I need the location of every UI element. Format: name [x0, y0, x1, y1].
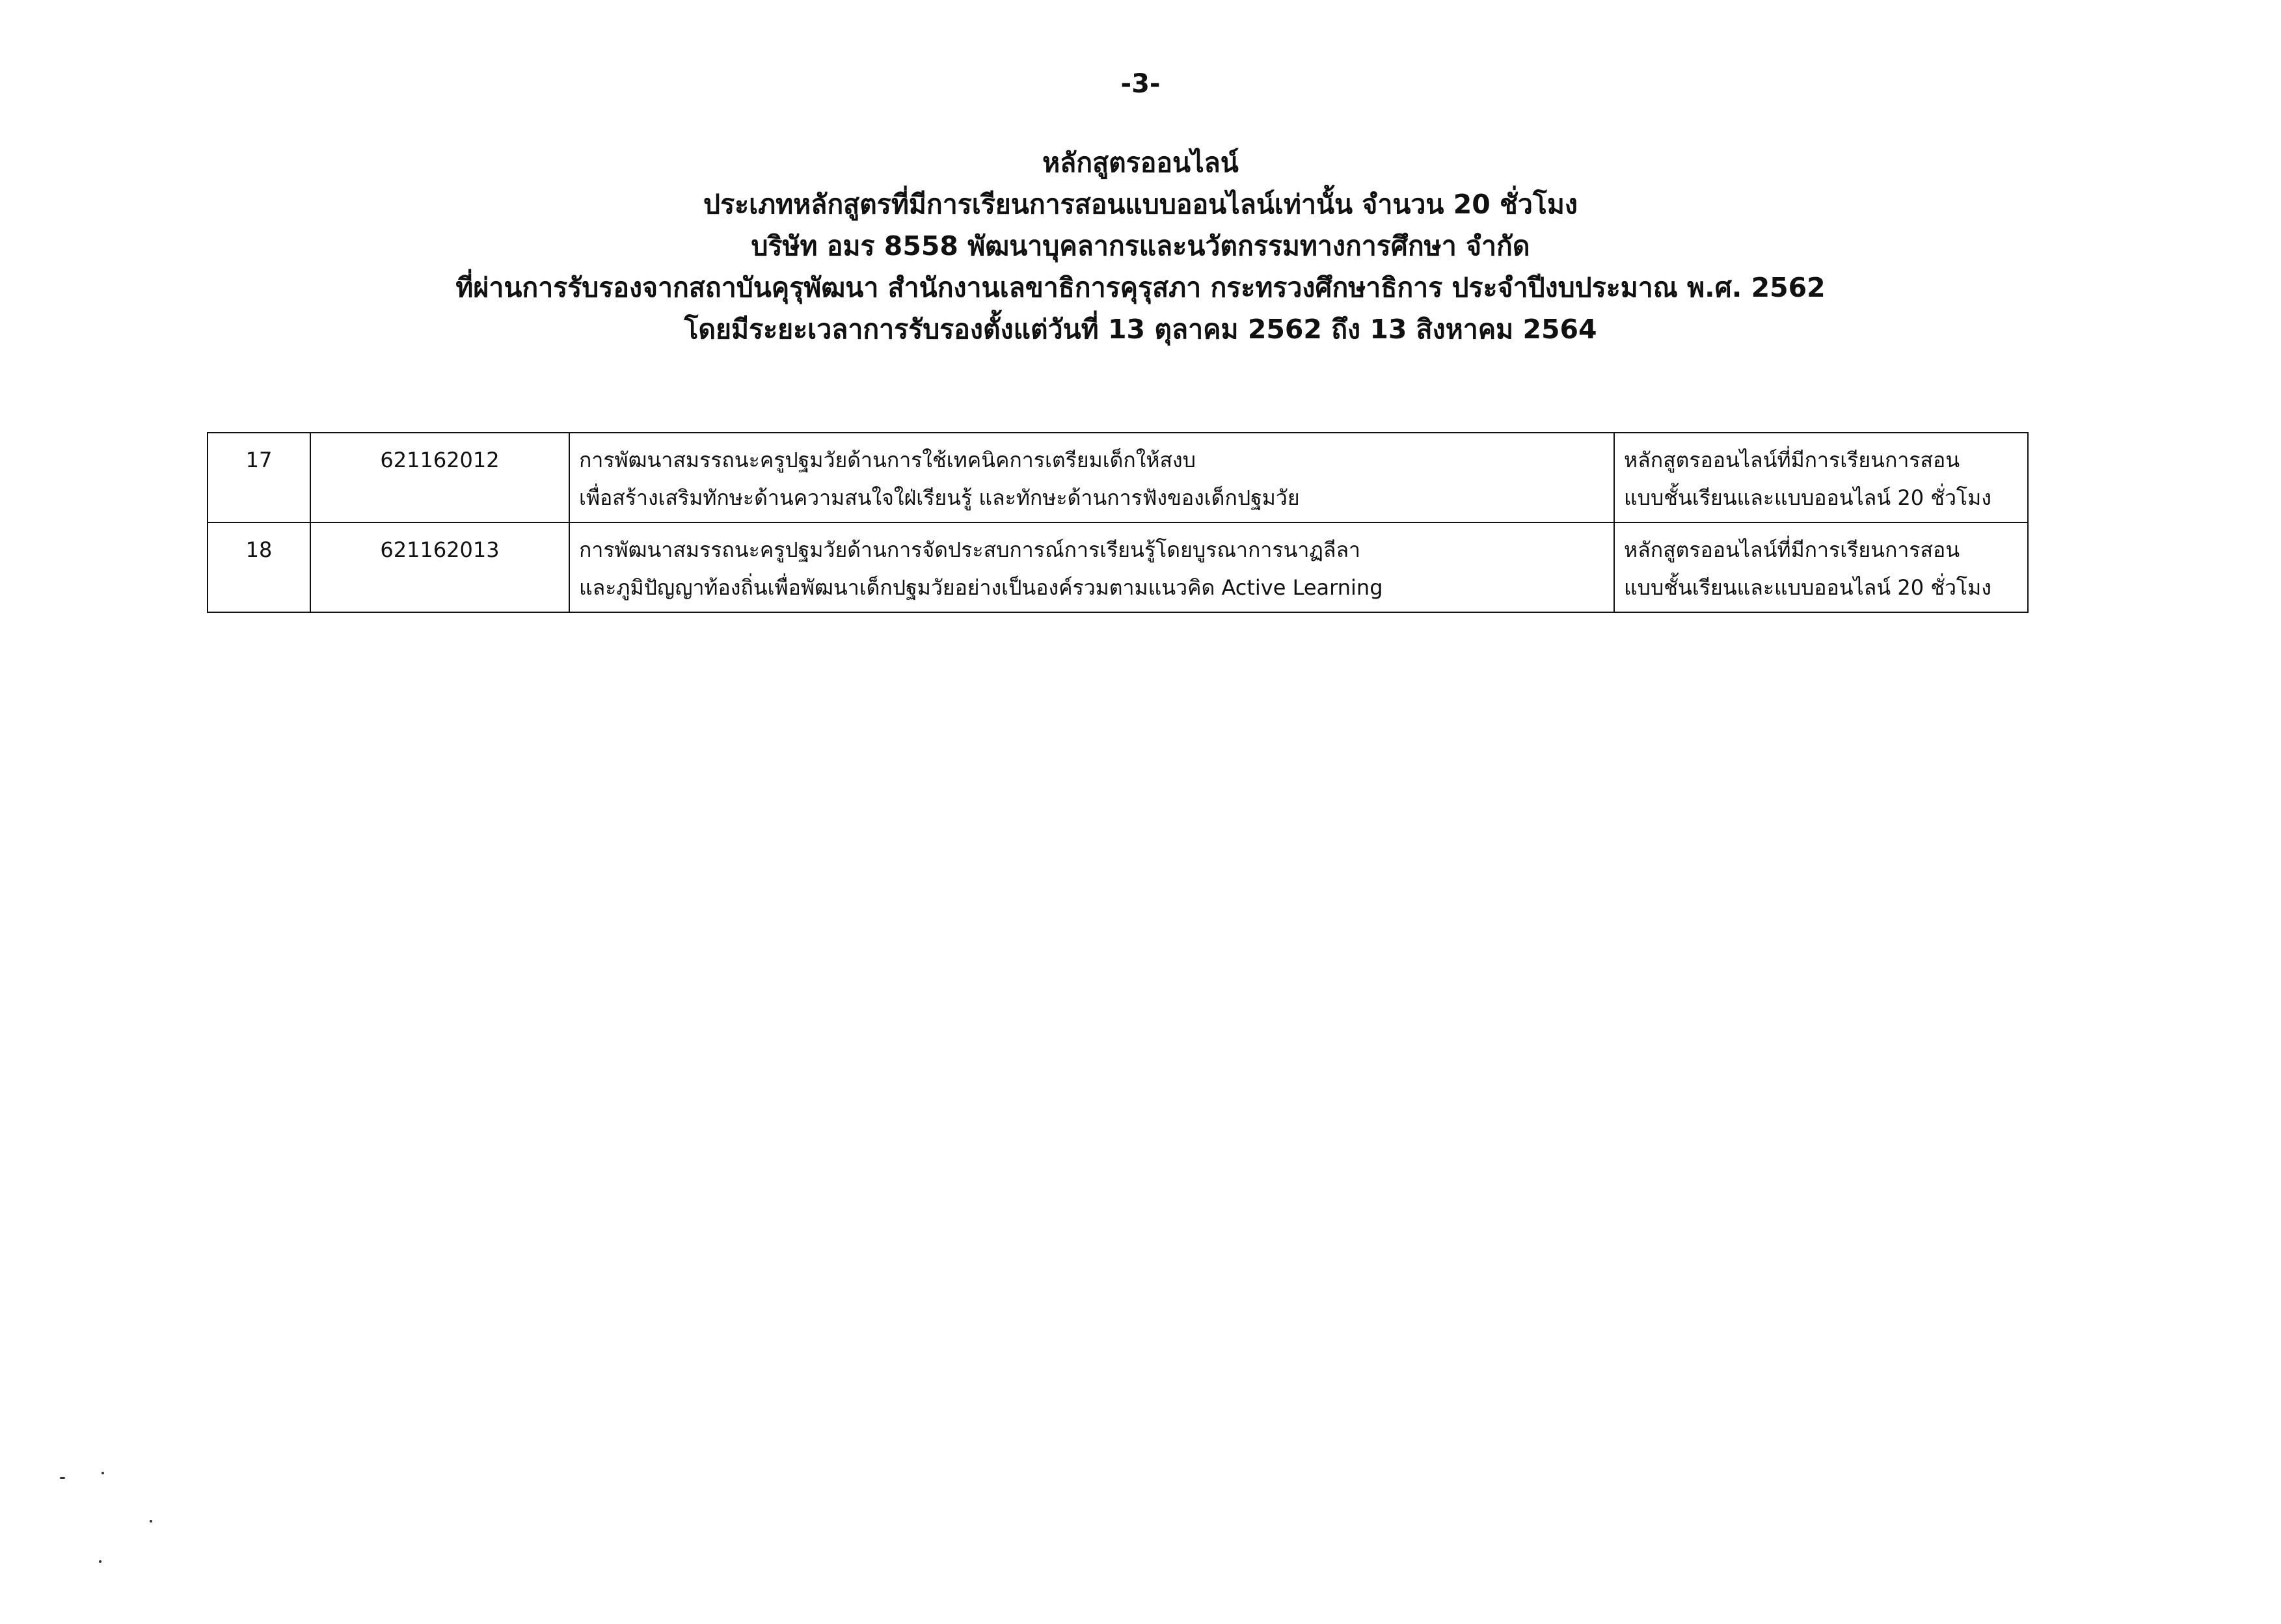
table-row: [208, 522, 2028, 612]
course-name-line: เพื่อสร้างเสริมทักษะด้านความสนใจใฝ่เรียนรู้ และทักษะด้านการฟังของเด็กปฐมวัย: [579, 485, 1300, 510]
heading-title: หลักสูตรออนไลน์: [1042, 147, 1239, 178]
heading-company: บริษัท อมร 8558 พัฒนาบุคลากรและนวัตกรรมทางการศึกษา จำกัด: [751, 230, 1530, 262]
course-format: [1614, 522, 2028, 612]
course-name-line: และภูมิปัญญาท้องถิ่นเพื่อพัฒนาเด็กปฐมวัยอย่างเป็นองค์รวมตามแนวคิด Active Learning: [579, 575, 1383, 600]
scan-speck: [101, 1472, 104, 1474]
course-name-line: การพัฒนาสมรรถนะครูปฐมวัยด้านการใช้เทคนิคการเตรียมเด็กให้สงบ: [579, 448, 1196, 472]
heading-accreditation: ที่ผ่านการรับรองจากสถาบันคุรุพัฒนา สำนักงานเลขาธิการคุรุสภา กระทรวงศึกษาธิการ ประจำปีงบประมาณ พ.ศ. 2562: [455, 272, 1826, 303]
scan-speck: [60, 1477, 65, 1479]
heading-course-type: ประเภทหลักสูตรที่มีการเรียนการสอนแบบออนไลน์เท่านั้น จำนวน 20 ชั่วโมง: [703, 189, 1578, 220]
heading-validity-period: โดยมีระยะเวลาการรับรองตั้งแต่วันที่ 13 ตุลาคม 2562 ถึง 13 สิงหาคม 2564: [684, 314, 1597, 345]
course-format-line: แบบชั้นเรียนและแบบออนไลน์ 20 ชั่วโมง: [1624, 575, 1991, 600]
course-format-line: แบบชั้นเรียนและแบบออนไลน์ 20 ชั่วโมง: [1624, 485, 1991, 510]
page-number: -3-: [1120, 69, 1161, 99]
course-code: 621162013: [310, 522, 569, 612]
course-table: [207, 432, 2029, 613]
row-number: 17: [208, 433, 310, 522]
course-name: [569, 433, 1614, 522]
course-format-line: หลักสูตรออนไลน์ที่มีการเรียนการสอน: [1624, 537, 1960, 562]
scan-speck: [99, 1560, 101, 1563]
table-row: [208, 433, 2028, 522]
course-format: [1614, 433, 2028, 522]
course-name: [569, 522, 1614, 612]
course-code: 621162012: [310, 433, 569, 522]
document-heading: [0, 142, 2281, 350]
row-number: 18: [208, 522, 310, 612]
scan-speck: [150, 1520, 152, 1522]
course-name-line: การพัฒนาสมรรถนะครูปฐมวัยด้านการจัดประสบการณ์การเรียนรู้โดยบูรณาการนาฏลีลา: [579, 537, 1361, 562]
course-format-line: หลักสูตรออนไลน์ที่มีการเรียนการสอน: [1624, 448, 1960, 472]
